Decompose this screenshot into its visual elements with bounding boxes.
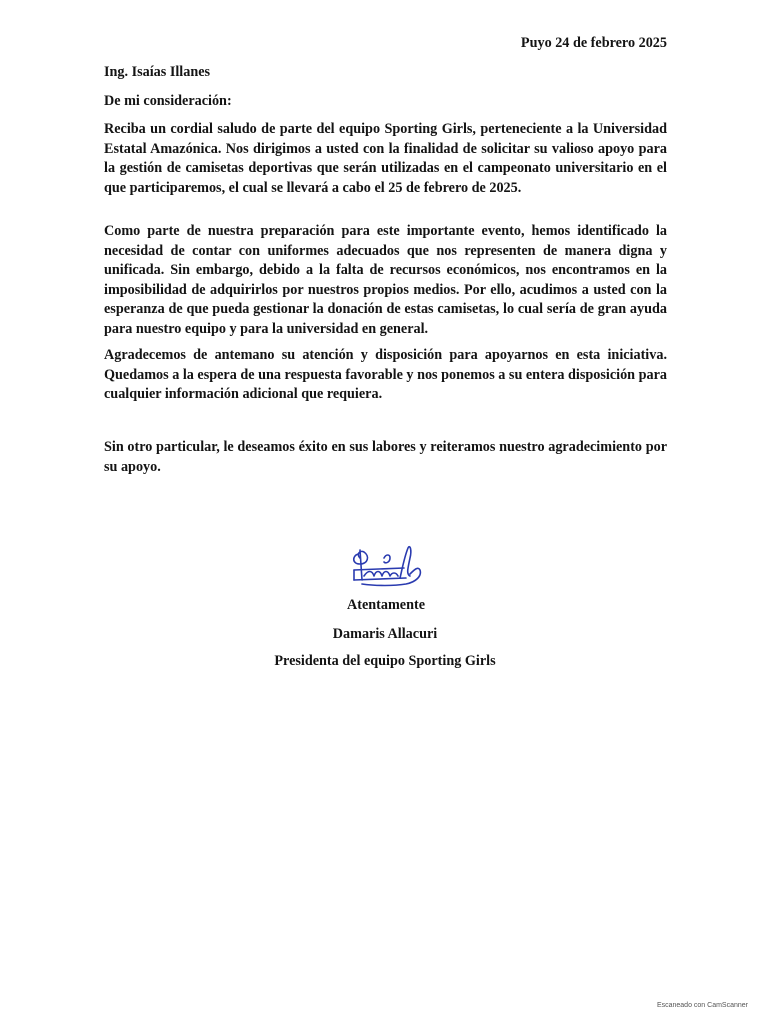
body-paragraph-3: Agradecemos de antemano su atención y disposición para apoyarnos en esta iniciativa. Quedamos a la espera de una respuesta favorable y nos ponemos a su entera disposición para cualquier información adicional que requiera. [104, 347, 667, 403]
signer-name: Damaris Allacuri [332, 625, 438, 642]
letter-date: Puyo 24 de febrero 2025 [520, 35, 667, 51]
body-paragraph-4: Sin otro particular, le deseamos éxito en sus labores y reiteramos nuestro agradecimiento por su apoyo. [104, 439, 667, 475]
scanner-watermark: Escaneado con CamScanner [656, 1002, 748, 1009]
salutation: De mi consideración: [104, 93, 232, 109]
body-paragraph-2: Como parte de nuestra preparación para este importante evento, hemos identificado la necesidad de contar con uniformes adecuados que nos representen de manera digna y unificada. Sin embargo, debido a la falta de recursos económicos, nos encontramos en la imposibilidad de adquirirlos por nuestros propios medios. Por ello, acudimos a usted con la esperanza de que pueda gestionar la donación de estas camisetas, lo cual sería de gran ayuda para nuestro equipo y para la universidad en general. [104, 223, 667, 337]
signer-title: Presidenta del equipo Sporting Girls [274, 653, 496, 670]
signature-block [200, 540, 570, 672]
body-paragraph-1: Reciba un cordial saludo de parte del equipo Sporting Girls, perteneciente a la Universidad Estatal Amazónica. Nos dirigimos a usted con la finalidad de solicitar su valioso apoyo para la gestión de camisetas deportivas que serán utilizadas en el campeonato universitario en el que participaremos, el cual se llevará a cabo el 25 de febrero de 2025. [104, 121, 667, 196]
recipient-name: Ing. Isaías Illanes [104, 64, 211, 80]
handwritten-signature [340, 540, 430, 598]
closing-line: Atentamente [346, 597, 425, 613]
signature-text: Damaris [380, 572, 403, 578]
